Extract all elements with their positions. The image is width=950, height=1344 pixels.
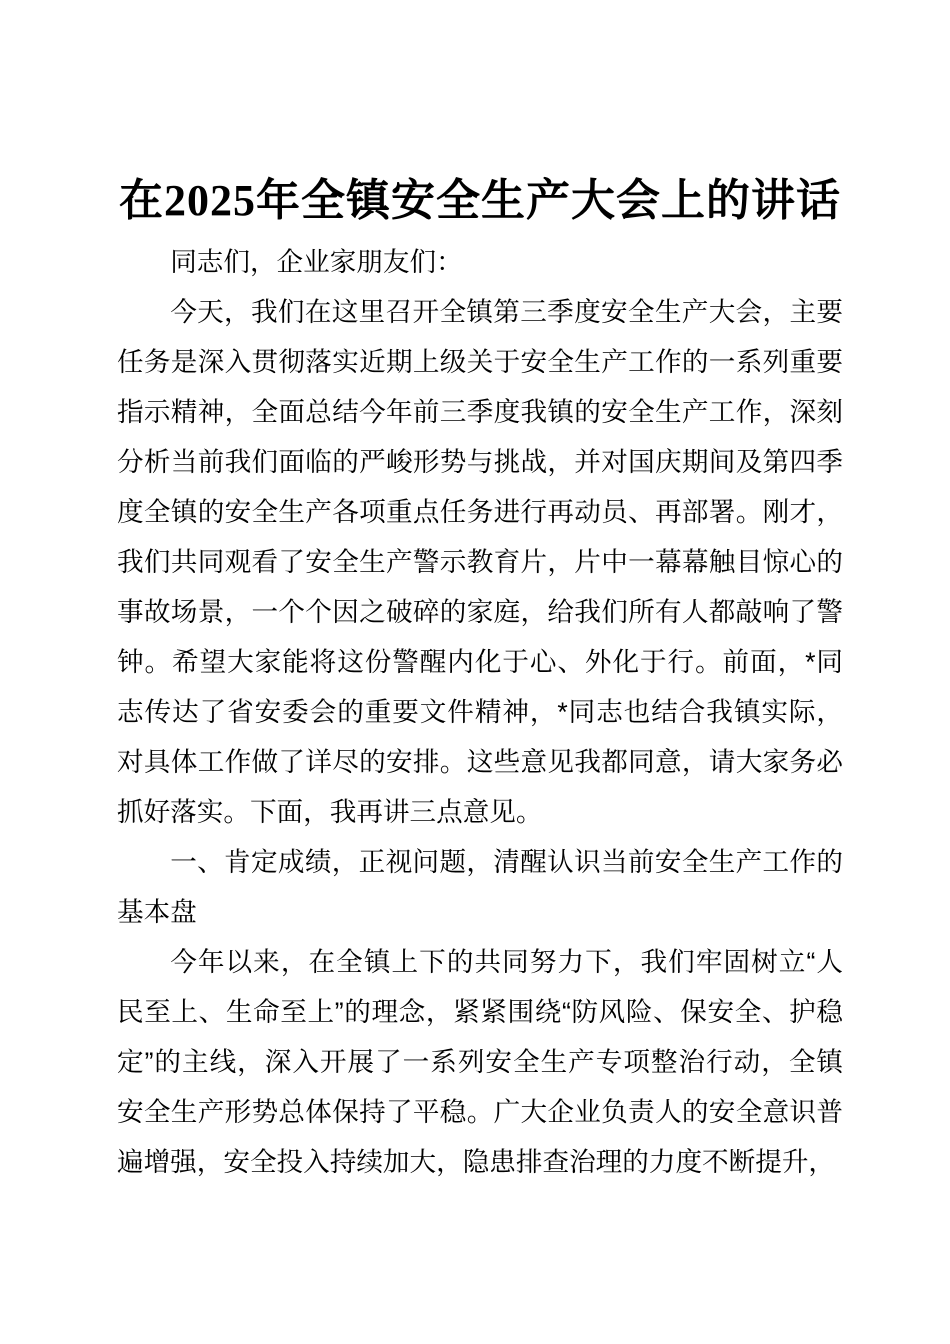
document-title: 在2025年全镇安全生产大会上的讲话: [119, 176, 841, 225]
section-heading-1: 一、肯定成绩，正视问题，清醒认识当前安全生产工作的基本盘: [117, 847, 843, 927]
document-body: [117, 237, 843, 1187]
section-1-paragraph: 今年以来，在全镇上下的共同努力下，我们牢固树立“人民至上、生命至上”的理念，紧紧围绕“防风险、保安全、护稳定”的主线，深入开展了一系列安全生产专项整治行动，全镇安全生产形势总体保持了平稳。广大企业负责人的安全意识普遍增强，安全投入持续加大，隐患排查治理的力度不断提升，: [117, 947, 843, 1177]
salutation-paragraph: 同志们，企业家朋友们：: [170, 247, 463, 277]
opening-paragraph: 今天，我们在这里召开全镇第三季度安全生产大会，主要任务是深入贯彻落实近期上级关于安全生产工作的一系列重要指示精神，全面总结今年前三季度我镇的安全生产工作，深刻分析当前我们面临的严峻形势与挑战，并对国庆期间及第四季度全镇的安全生产各项重点任务进行再动员、再部署。刚才，我们共同观看了安全生产警示教育片，片中一幕幕触目惊心的事故场景，一个个因之破碎的家庭，给我们所有人都敲响了警钟。希望大家能将这份警醒内化于心、外化于行。前面，*同志传达了省安委会的重要文件精神，*同志也结合我镇实际，对具体工作做了详尽的安排。这些意见我都同意，请大家务必抓好落实。下面，我再讲三点意见。: [117, 297, 843, 827]
